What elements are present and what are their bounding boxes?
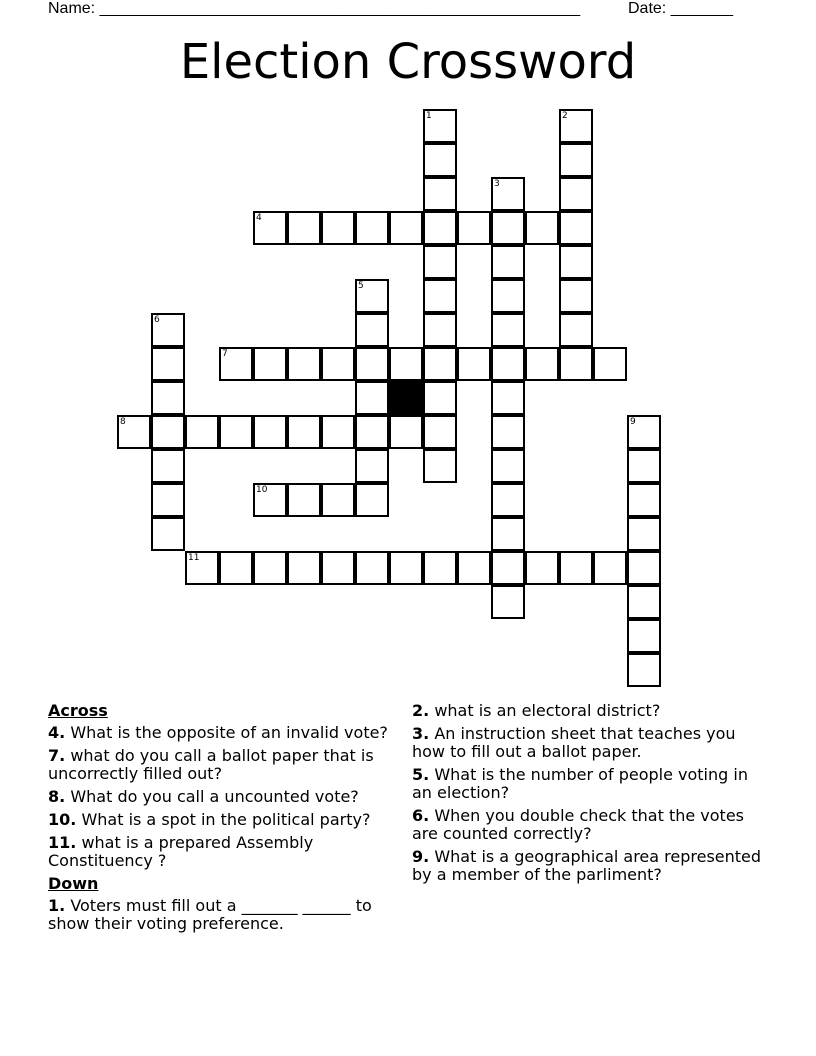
- grid-cell[interactable]: [491, 313, 525, 347]
- grid-cell[interactable]: [355, 449, 389, 483]
- grid-cell[interactable]: [491, 517, 525, 551]
- grid-cell[interactable]: [559, 313, 593, 347]
- clue-item: [48, 811, 398, 829]
- grid-cell[interactable]: [151, 415, 185, 449]
- clue-text: what is an electoral district?: [434, 701, 661, 720]
- clues-right-column: [412, 702, 762, 889]
- grid-cell[interactable]: [491, 177, 525, 211]
- grid-cell[interactable]: [491, 449, 525, 483]
- grid-cell[interactable]: [219, 415, 253, 449]
- down-clue-list-continued: [412, 702, 762, 884]
- grid-cell[interactable]: [321, 347, 355, 381]
- grid-cell[interactable]: [457, 211, 491, 245]
- grid-cell[interactable]: [559, 143, 593, 177]
- name-field[interactable]: Name: ______________________________________________________: [48, 0, 581, 17]
- grid-cell[interactable]: [253, 347, 287, 381]
- grid-cell[interactable]: [253, 551, 287, 585]
- grid-cell[interactable]: [423, 245, 457, 279]
- grid-cell[interactable]: [389, 415, 423, 449]
- grid-cell[interactable]: [491, 347, 525, 381]
- grid-cell[interactable]: [423, 279, 457, 313]
- clue-item: [48, 897, 398, 933]
- grid-cell[interactable]: [117, 415, 151, 449]
- grid-cell[interactable]: [321, 483, 355, 517]
- grid-cell[interactable]: [627, 551, 661, 585]
- grid-cell[interactable]: [559, 109, 593, 143]
- grid-cell[interactable]: [525, 211, 559, 245]
- clue-start-number: 1: [426, 111, 432, 121]
- clue-start-number: 6: [154, 315, 160, 325]
- clue-start-number: 10: [256, 485, 268, 495]
- down-clue-list: [48, 897, 398, 933]
- clue-item: [48, 834, 398, 870]
- clues-left-column: [48, 702, 398, 938]
- clue-start-number: 5: [358, 281, 364, 291]
- grid-cell[interactable]: [457, 347, 491, 381]
- across-heading: Across: [48, 701, 108, 720]
- clue-start-number: 8: [120, 417, 126, 427]
- clue-start-number: 3: [494, 179, 500, 189]
- grid-cell[interactable]: [593, 347, 627, 381]
- clue-text: What is a spot in the political party?: [81, 810, 371, 829]
- grid-cell[interactable]: [423, 347, 457, 381]
- clue-number: 3.: [412, 724, 430, 743]
- grid-cell[interactable]: [151, 313, 185, 347]
- clue-number: 4.: [48, 723, 66, 742]
- clue-number: 6.: [412, 806, 430, 825]
- clue-number: 1.: [48, 896, 66, 915]
- clue-number: 11.: [48, 833, 77, 852]
- grid-cell[interactable]: [355, 211, 389, 245]
- grid-cell[interactable]: [627, 449, 661, 483]
- grid-cell[interactable]: [151, 449, 185, 483]
- blocked-cell: [389, 381, 423, 415]
- grid-cell[interactable]: [627, 483, 661, 517]
- grid-cell[interactable]: [287, 347, 321, 381]
- grid-cell[interactable]: [559, 177, 593, 211]
- clue-start-number: 4: [256, 213, 262, 223]
- clue-number: 10.: [48, 810, 77, 829]
- clue-text: When you double check that the votes are counted correctly?: [412, 806, 745, 843]
- clue-start-number: 9: [630, 417, 636, 427]
- grid-cell[interactable]: [491, 483, 525, 517]
- grid-cell[interactable]: [491, 211, 525, 245]
- clue-number: 5.: [412, 765, 430, 784]
- grid-cell[interactable]: [423, 381, 457, 415]
- grid-cell[interactable]: [389, 551, 423, 585]
- grid-cell[interactable]: [559, 551, 593, 585]
- grid-cell[interactable]: [253, 483, 287, 517]
- grid-cell[interactable]: [525, 551, 559, 585]
- grid-cell[interactable]: [423, 211, 457, 245]
- clue-item: [412, 725, 762, 761]
- grid-cell[interactable]: [423, 313, 457, 347]
- clue-text: what do you call a ballot paper that is uncorrectly filled out?: [48, 746, 374, 783]
- grid-cell[interactable]: [423, 109, 457, 143]
- grid-cell[interactable]: [423, 177, 457, 211]
- grid-cell[interactable]: [185, 551, 219, 585]
- grid-cell[interactable]: [151, 381, 185, 415]
- grid-cell[interactable]: [355, 279, 389, 313]
- grid-cell[interactable]: [389, 347, 423, 381]
- grid-cell[interactable]: [219, 551, 253, 585]
- clue-item: [412, 702, 762, 720]
- clue-item: [412, 766, 762, 802]
- grid-cell[interactable]: [491, 585, 525, 619]
- clue-number: 8.: [48, 787, 66, 806]
- grid-cell[interactable]: [355, 347, 389, 381]
- grid-cell[interactable]: [491, 381, 525, 415]
- grid-cell[interactable]: [423, 415, 457, 449]
- clue-number: 9.: [412, 847, 430, 866]
- clue-item: [48, 724, 398, 742]
- grid-cell[interactable]: [321, 211, 355, 245]
- clue-text: Voters must fill out a _______ ______ to show their voting preference.: [48, 896, 372, 933]
- clue-text: What is the number of people voting in an election?: [412, 765, 748, 802]
- grid-cell[interactable]: [151, 483, 185, 517]
- grid-cell[interactable]: [287, 483, 321, 517]
- clue-item: [48, 747, 398, 783]
- grid-cell[interactable]: [355, 313, 389, 347]
- grid-cell[interactable]: [559, 279, 593, 313]
- grid-cell[interactable]: [525, 347, 559, 381]
- grid-cell[interactable]: [185, 415, 219, 449]
- clue-number: 2.: [412, 701, 430, 720]
- grid-cell[interactable]: [423, 143, 457, 177]
- clue-text: An instruction sheet that teaches you how to fill out a ballot paper.: [412, 724, 736, 761]
- down-heading: Down: [48, 874, 99, 893]
- clue-start-number: 2: [562, 111, 568, 121]
- grid-cell[interactable]: [491, 415, 525, 449]
- clue-item: [412, 807, 762, 843]
- clue-item: [412, 848, 762, 884]
- grid-cell[interactable]: [355, 381, 389, 415]
- grid-cell[interactable]: [321, 551, 355, 585]
- clue-text: what is a prepared Assembly Constituency ?: [48, 833, 314, 870]
- clue-number: 7.: [48, 746, 66, 765]
- grid-cell[interactable]: [559, 245, 593, 279]
- grid-cell[interactable]: [253, 211, 287, 245]
- grid-cell[interactable]: [151, 347, 185, 381]
- page-title: Election Crossword: [179, 34, 637, 90]
- date-field[interactable]: Date: _______: [628, 0, 733, 17]
- clue-text: What is a geographical area represented by a member of the parliment?: [412, 847, 762, 884]
- clue-item: [48, 788, 398, 806]
- clue-start-number: 11: [188, 553, 200, 563]
- grid-cell[interactable]: [559, 211, 593, 245]
- grid-cell[interactable]: [355, 551, 389, 585]
- grid-cell[interactable]: [355, 415, 389, 449]
- grid-cell[interactable]: [627, 415, 661, 449]
- grid-cell[interactable]: [491, 551, 525, 585]
- clue-start-number: 7: [222, 349, 228, 359]
- grid-cell[interactable]: [389, 211, 423, 245]
- grid-cell[interactable]: [627, 653, 661, 687]
- grid-cell[interactable]: [627, 517, 661, 551]
- grid-cell[interactable]: [287, 415, 321, 449]
- grid-cell[interactable]: [491, 245, 525, 279]
- across-clue-list: [48, 724, 398, 870]
- grid-cell[interactable]: [321, 415, 355, 449]
- grid-cell[interactable]: [457, 551, 491, 585]
- grid-cell[interactable]: [593, 551, 627, 585]
- grid-cell[interactable]: [491, 279, 525, 313]
- clue-text: What do you call a uncounted vote?: [70, 787, 359, 806]
- grid-cell[interactable]: [253, 415, 287, 449]
- grid-cell[interactable]: [287, 551, 321, 585]
- grid-cell[interactable]: [151, 517, 185, 551]
- grid-cell[interactable]: [559, 347, 593, 381]
- grid-cell[interactable]: [423, 551, 457, 585]
- grid-cell[interactable]: [219, 347, 253, 381]
- grid-cell[interactable]: [627, 619, 661, 653]
- grid-cell[interactable]: [627, 585, 661, 619]
- grid-cell[interactable]: [423, 449, 457, 483]
- clue-text: What is the opposite of an invalid vote?: [70, 723, 388, 742]
- grid-cell[interactable]: [355, 483, 389, 517]
- grid-cell[interactable]: [287, 211, 321, 245]
